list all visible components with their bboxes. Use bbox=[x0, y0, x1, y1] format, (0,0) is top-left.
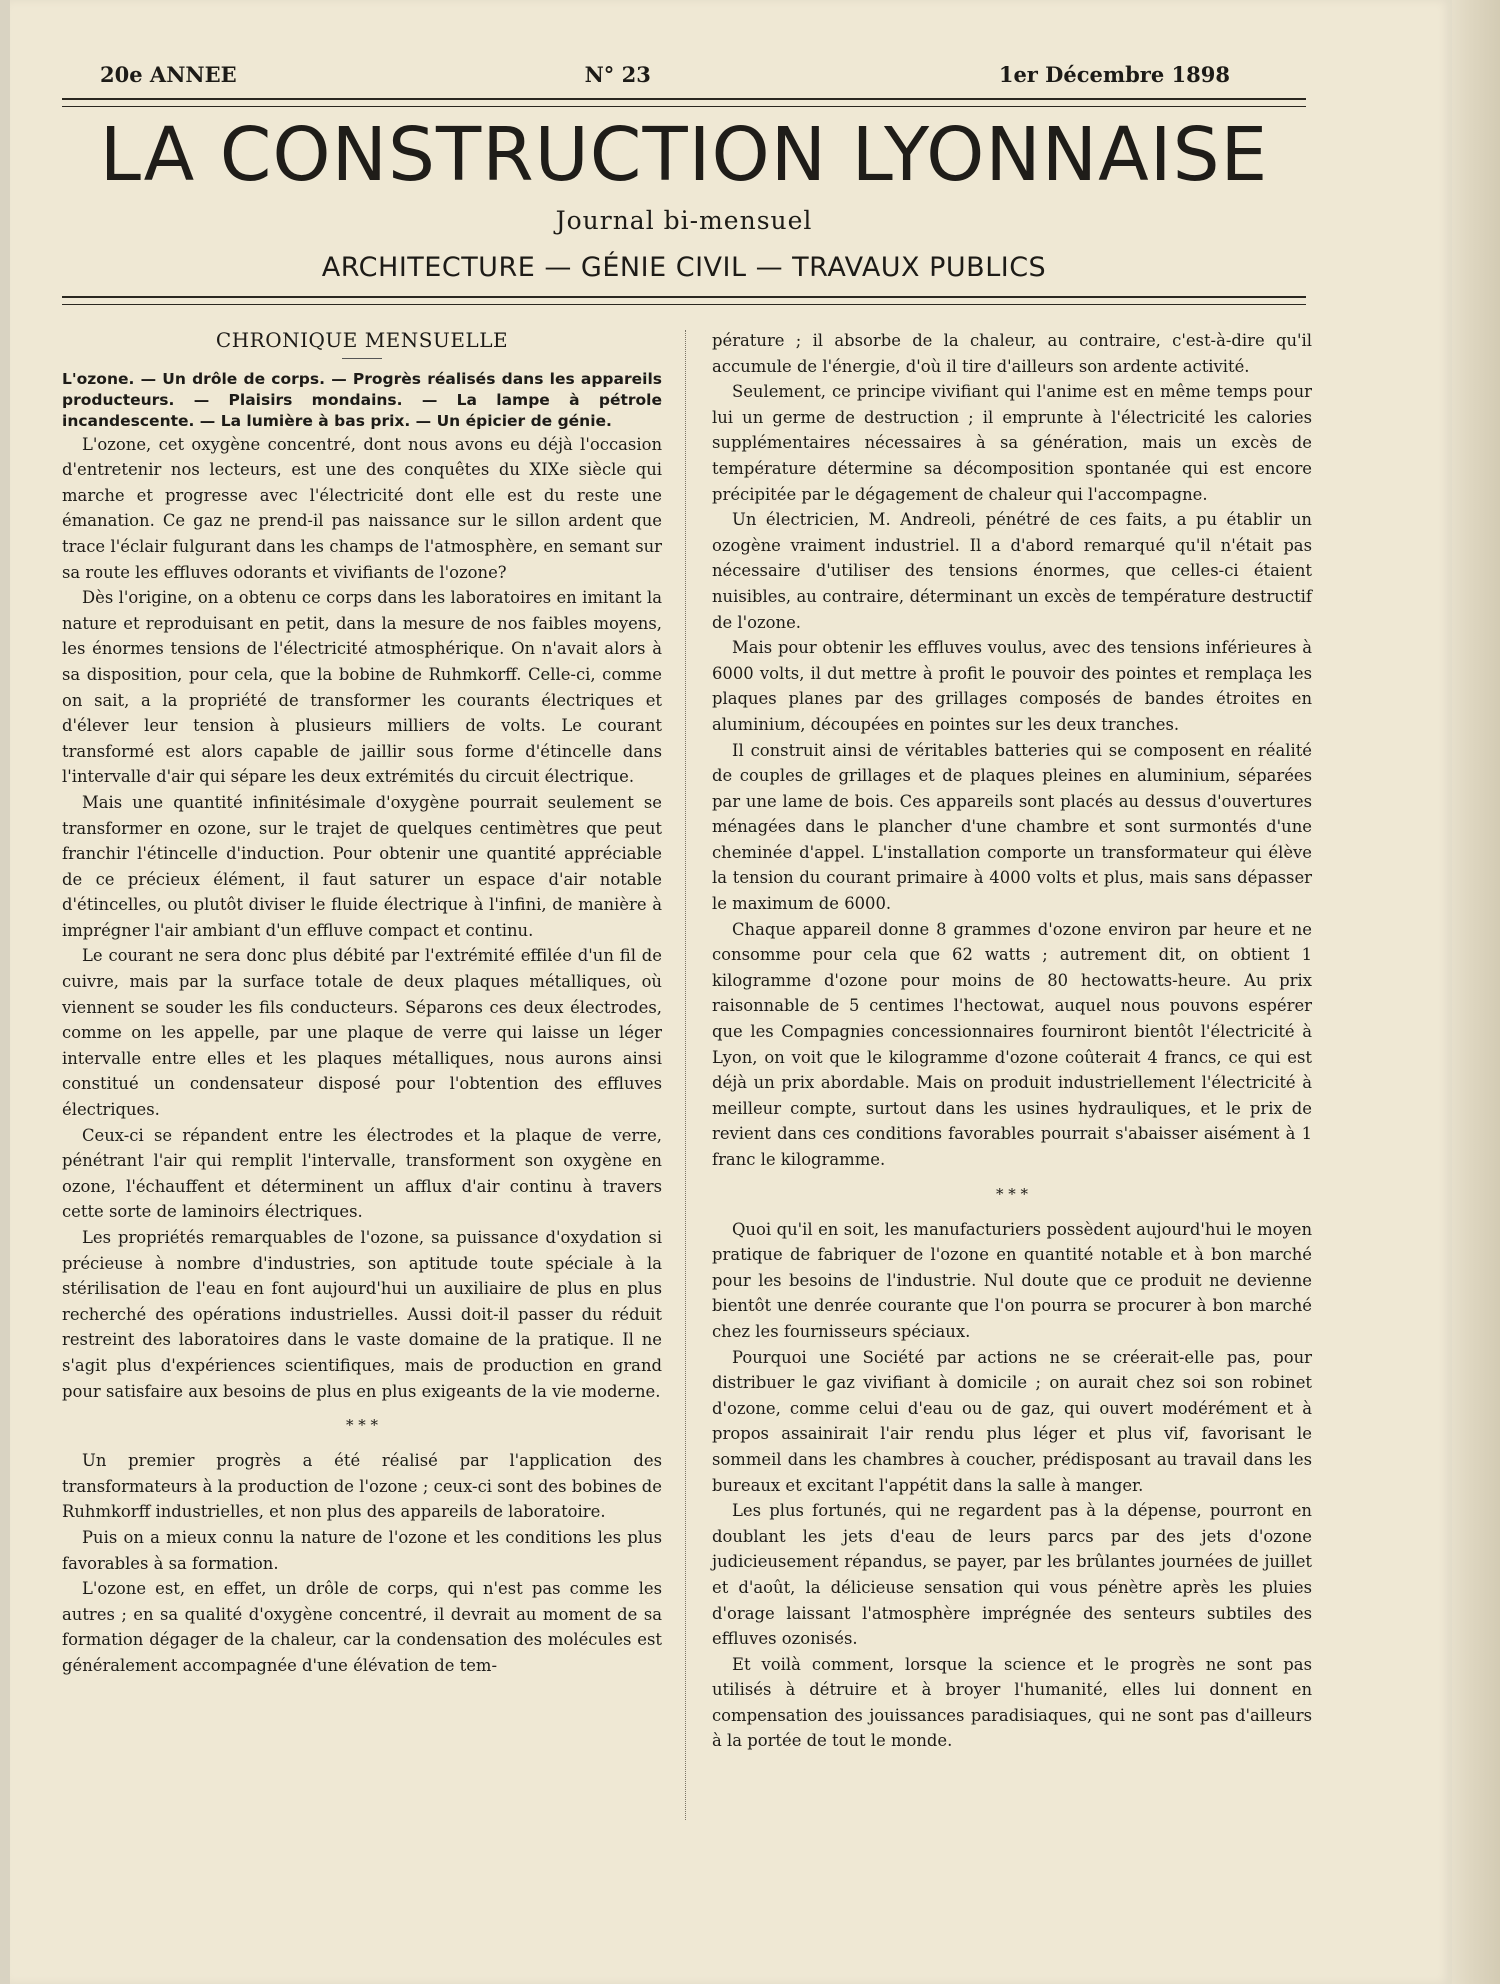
article-summary: L'ozone. — Un drôle de corps. — Progrès réalisés dans les appareils producteurs. — Plaisirs mondains. — La lampe à pétrole incandescente. — La lumière à bas prix. — Un épicier de génie. bbox=[62, 369, 662, 430]
paragraph: L'ozone est, en effet, un drôle de corps, qui n'est pas comme les autres ; en sa qualité d'oxygène concentré, il devrait au moment de sa formation dégager de la chaleur, car la condensation des molécules est généralement accompagnée d'une élévation de tem- bbox=[62, 1579, 662, 1675]
paragraph: Les plus fortunés, qui ne regardent pas à la dépense, pourront en doublant les jets d'eau de leurs parcs par des jets d'ozone judicieusement répandus, se payer, par les brûlantes journées de juillet et d'août, la délicieuse sensation qui vous pénètre après les pluies d'orage laissant l'atmosphère imprégnée des senteurs subtiles des effluves ozonisés. bbox=[712, 1501, 1312, 1649]
paragraph: Chaque appareil donne 8 grammes d'ozone environ par heure et ne consomme pour cela que 62 watts ; autrement dit, on obtient 1 kilogramme d'ozone pour moins de 80 hectowatts-heure. Au prix raisonnable de 5 centimes l'hectowat, auquel nous pouvons espérer que les Compagnies concessionnaires fourniront bientôt l'électricité à Lyon, on voit que le kilogramme d'ozone coûterait 4 francs, ce qui est déjà un prix abordable. Mais on produit industriellement l'électricité à meilleur compte, surtout dans les usines hydrauliques, et le prix de revient dans ces conditions favorables pourrait s'abaisser aisément à 1 franc le kilogramme. bbox=[712, 919, 1312, 1169]
year-label: 20e ANNEE bbox=[100, 62, 237, 87]
journal-tagline: ARCHITECTURE — GÉNIE CIVIL — TRAVAUX PUBLICS bbox=[321, 252, 1047, 283]
masthead-info bbox=[100, 62, 1230, 87]
paragraph: Un électricien, M. Andreoli, pénétré de ces faits, a pu établir un ozogène vraiment industriel. Il a d'abord remarqué qu'il n'était pas nécessaire d'utiliser des tensions énormes, que celles-ci étaient nuisibles, au contraire, déterminant un excès de température destructif de l'ozone. bbox=[712, 510, 1312, 632]
header-bottom-rule bbox=[62, 296, 1306, 305]
paragraph: Et voilà comment, lorsque la science et le progrès ne sont pas utilisés à détruire et à broyer l'humanité, elles lui donnent en compensation des jouissances paradisiaques, qui ne sont pas d'ailleurs à la portée de tout le monde. bbox=[712, 1654, 1312, 1751]
article-title: CHRONIQUE MENSUELLE bbox=[215, 328, 509, 352]
right-column bbox=[712, 328, 1312, 1754]
page-edge bbox=[1452, 0, 1500, 1984]
paragraph: Un premier progrès a été réalisé par l'application des transformateurs à la production de l'ozone ; ceux-ci sont des bobines de Ruhmkorff industrielles, et non plus des appareils de laboratoire. bbox=[62, 1451, 662, 1522]
paragraph: Il construit ainsi de véritables batteries qui se composent en réalité de couples de grillages et de plaques pleines en aluminium, séparées par une lame de bois. Ces appareils sont placés au dessus d'ouvertures ménagées dans le plancher d'une chambre et sont surmontés d'une cheminée d'appel. L'installation comporte un transformateur qui élève la tension du courant primaire à 4000 volts et plus, mais sans dépasser le maximum de 6000. bbox=[712, 740, 1312, 914]
top-rule bbox=[62, 98, 1306, 107]
journal-subtitle: Journal bi-mensuel bbox=[555, 206, 813, 235]
paragraph: Mais pour obtenir les effluves voulus, avec des tensions inférieures à 6000 volts, il dut mettre à profit le pouvoir des pointes et remplaça les plaques planes par des grillages composés de bandes étroites en aluminium, découpées en pointes sur les deux tranches. bbox=[712, 638, 1312, 734]
issue-date: 1er Décembre 1898 bbox=[998, 62, 1230, 87]
paragraph: pérature ; il absorbe de la chaleur, au contraire, c'est-à-dire qu'il accumule de l'énergie, d'où il tire d'ailleurs son ardente activité. bbox=[712, 331, 1312, 376]
paragraph: Puis on a mieux connu la nature de l'ozone et les conditions les plus favorables à sa formation. bbox=[62, 1527, 662, 1573]
left-column bbox=[62, 328, 662, 1679]
paragraph: Quoi qu'il en soit, les manufacturiers possèdent aujourd'hui le moyen pratique de fabriquer de l'ozone en quantité notable et à bon marché pour les besoins de l'industrie. Nul doute que ce produit ne devienne bientôt une denrée courante que l'on pourra se procurer à bon marché chez les fournisseurs spéciaux. bbox=[712, 1219, 1312, 1341]
section-separator: * * * bbox=[345, 1416, 379, 1435]
column-divider bbox=[685, 330, 686, 1820]
paragraph: L'ozone, cet oxygène concentré, dont nous avons eu déjà l'occasion d'entretenir nos lecteurs, est une des conquêtes du XIXe siècle qui marche et progresse avec l'électricité dont elle est du reste une émanation. Ce gaz ne prend-il pas naissance sur le sillon ardent que trace l'éclair fulgurant dans les champs de l'atmosphère, en semant sur sa route les effluves odorants et vivifiants de l'ozone? bbox=[62, 434, 662, 582]
paragraph: Les propriétés remarquables de l'ozone, sa puissance d'oxydation si précieuse à nombre d'industries, son aptitude toute spéciale à la stérilisation de l'eau en font aujourd'hui un auxiliaire de plus en plus recherché des opérations industrielles. Aussi doit-il passer du réduit restreint des laboratoires dans le vaste domaine de la pratique. Il ne s'agit plus d'expériences scientifiques, mais de production en grand pour satisfaire aux besoins de plus en plus exigeants de la vie moderne. bbox=[62, 1228, 662, 1401]
paragraph: Pourquoi une Société par actions ne se créerait-elle pas, pour distribuer le gaz vivifiant à domicile ; on aurait chez soi son robinet d'ozone, comme celui d'eau ou de gaz, qui ouvert modérément et à propos assainirait l'air rendu plus léger et plus vif, favorisant le sommeil dans les chambres à coucher, prédisposant au travail dans les bureaux et excitant l'appétit dans la salle à manger. bbox=[712, 1347, 1312, 1495]
paragraph: Mais une quantité infinitésimale d'oxygène pourrait seulement se transformer en ozone, sur le trajet de quelques centimètres que peut franchir l'étincelle d'induction. Pour obtenir une quantité appréciable de ce précieux élément, il faut saturer un espace d'air notable d'étincelles, ou plutôt diviser le fluide électrique à l'infini, de manière à imprégner l'air ambiant d'un effluve compact et continu. bbox=[62, 792, 662, 940]
paragraph: Le courant ne sera donc plus débité par l'extrémité effilée d'un fil de cuivre, mais par la surface totale de deux plaques métalliques, où viennent se souder les fils conducteurs. Séparons ces deux électrodes, comme on les appelle, par une plaque de verre qui laisse un léger intervalle entre elles et les plaques métalliques, nous aurons ainsi constitué un condensateur disposé pour l'obtention des effluves électriques. bbox=[62, 946, 662, 1120]
paragraph: Dès l'origine, on a obtenu ce corps dans les laboratoires en imitant la nature et reproduisant en petit, dans la mesure de nos faibles moyens, les énormes tensions de l'électricité atmosphérique. On n'avait alors à sa disposition, pour cela, que la bobine de Ruhmkorff. Celle-ci, comme on sait, a la propriété de transformer les courants électriques et d'élever leur tension à plusieurs milliers de volts. Le courant transformé est alors capable de jaillir sous forme d'étincelle dans l'intervalle d'air qui sépare les deux extrémités du circuit électrique. bbox=[62, 588, 662, 787]
paragraph: Seulement, ce principe vivifiant qui l'anime est en même temps pour lui un germe de destruction ; il emprunte à l'électricité les calories supplémentaires nécessaires à sa génération, mais un excès de température détermine sa décomposition spontanée qui est encore précipitée par le dégagement de chaleur qui l'accompagne. bbox=[712, 382, 1312, 504]
journal-title: LA CONSTRUCTION LYONNAISE bbox=[99, 112, 1269, 198]
title-rule bbox=[342, 358, 382, 359]
section-separator: * * * bbox=[995, 1184, 1029, 1203]
issue-number: N° 23 bbox=[584, 62, 651, 87]
paragraph: Ceux-ci se répandent entre les électrodes et la plaque de verre, pénétrant l'air qui remplit l'intervalle, transforment son oxygène en ozone, l'échauffent et déterminent un afflux d'air continu à travers cette sorte de laminoirs électriques. bbox=[62, 1125, 662, 1222]
